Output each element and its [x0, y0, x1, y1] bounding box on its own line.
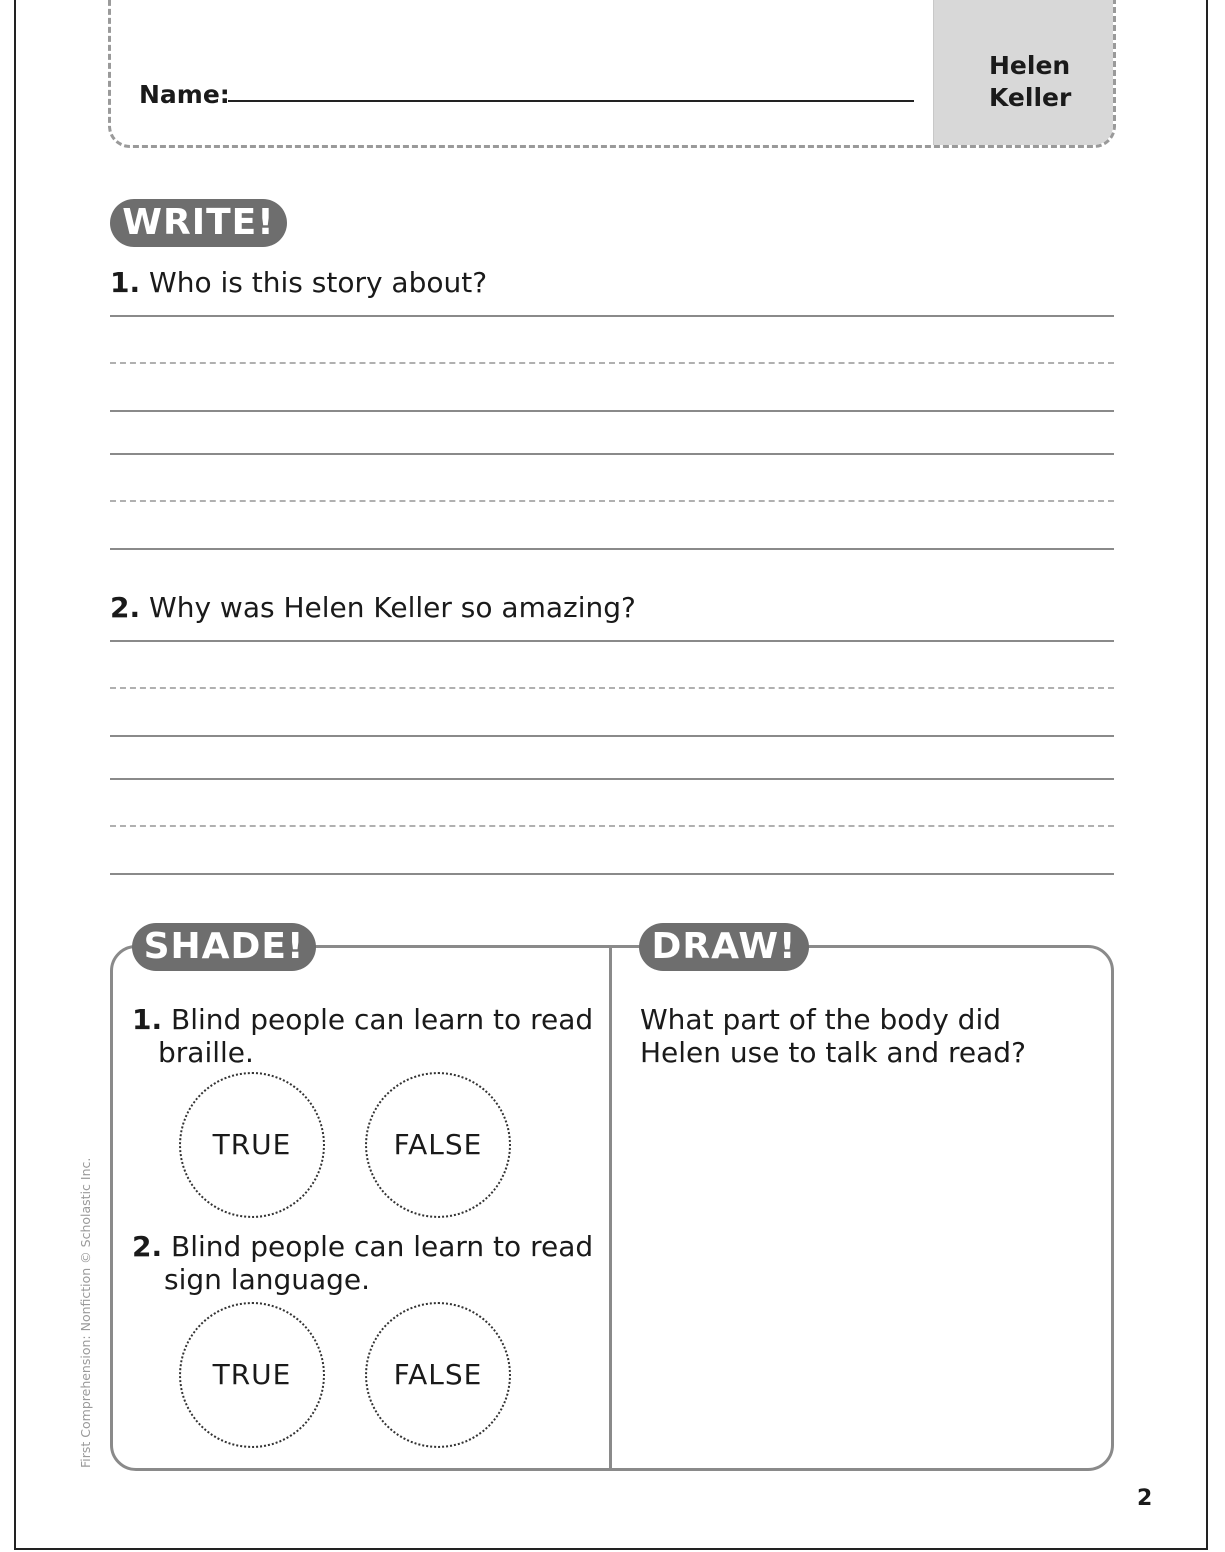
write-question-2-text: Why was Helen Keller so amazing?	[149, 591, 636, 624]
answer-line[interactable]	[110, 735, 1114, 737]
write-question-1	[110, 266, 487, 299]
name-header-box	[108, 0, 1116, 148]
shade-question-2-number: 2.	[132, 1230, 163, 1263]
topic-panel	[933, 0, 1116, 145]
shade-question-2-line2: sign language.	[164, 1263, 371, 1296]
topic-title-line2: Keller	[989, 83, 1072, 112]
topic-title	[989, 50, 1071, 114]
write-question-1-text: Who is this story about?	[149, 266, 488, 299]
false-circle-q1[interactable]: FALSE	[365, 1072, 511, 1218]
answer-line[interactable]	[110, 640, 1114, 642]
panel-divider	[609, 945, 612, 1471]
answer-guide-line	[110, 362, 1114, 364]
shade-section-label: SHADE!	[132, 923, 316, 971]
drawing-area[interactable]	[625, 1080, 1095, 1450]
shade-question-1	[132, 1003, 593, 1069]
draw-prompt	[640, 1003, 1026, 1069]
draw-prompt-line1: What part of the body did	[640, 1003, 1002, 1036]
answer-line[interactable]	[110, 548, 1114, 550]
copyright-credit: First Comprehension: Nonfiction © Scholastic Inc.	[78, 1157, 93, 1468]
answer-line[interactable]	[110, 778, 1114, 780]
name-label: Name:	[139, 80, 230, 109]
write-section-label: WRITE!	[110, 199, 287, 247]
write-question-2	[110, 591, 636, 624]
answer-line[interactable]	[110, 453, 1114, 455]
answer-guide-line	[110, 687, 1114, 689]
answer-line[interactable]	[110, 873, 1114, 875]
write-question-1-number: 1.	[110, 266, 141, 299]
shade-question-1-line2: braille.	[158, 1036, 254, 1069]
answer-guide-line	[110, 825, 1114, 827]
answer-line[interactable]	[110, 315, 1114, 317]
shade-question-1-number: 1.	[132, 1003, 163, 1036]
true-circle-q1[interactable]: TRUE	[179, 1072, 325, 1218]
false-circle-q2[interactable]: FALSE	[365, 1302, 511, 1448]
name-input-line[interactable]	[228, 100, 914, 102]
answer-line[interactable]	[110, 410, 1114, 412]
true-circle-q2[interactable]: TRUE	[179, 1302, 325, 1448]
shade-question-2	[132, 1230, 593, 1296]
shade-question-1-line1: Blind people can learn to read	[171, 1003, 594, 1036]
draw-section-label: DRAW!	[639, 923, 809, 971]
shade-question-2-line1: Blind people can learn to read	[171, 1230, 594, 1263]
page-number: 2	[1137, 1486, 1153, 1511]
write-question-2-number: 2.	[110, 591, 141, 624]
answer-guide-line	[110, 500, 1114, 502]
draw-prompt-line2: Helen use to talk and read?	[640, 1036, 1026, 1069]
topic-title-line1: Helen	[989, 51, 1071, 80]
